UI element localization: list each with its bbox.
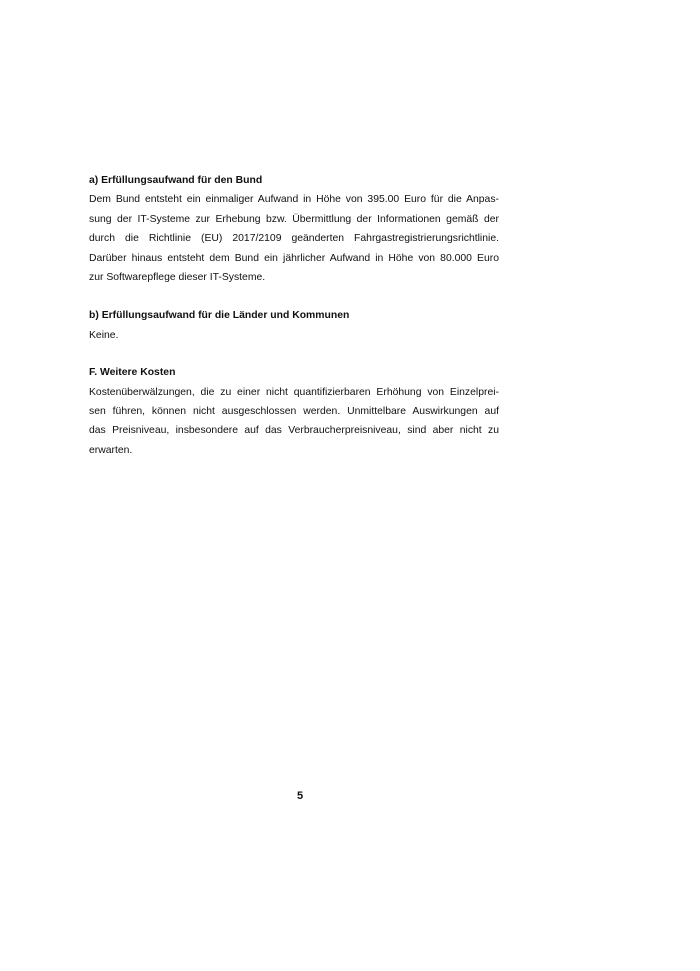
- section-heading: F. Weitere Kosten: [89, 367, 176, 379]
- paragraph-line: Keine.: [89, 329, 119, 341]
- section-weitere-kosten: [89, 363, 499, 460]
- section-gap: [89, 345, 499, 363]
- section-paragraph: [89, 383, 499, 461]
- section-paragraph: [89, 326, 499, 345]
- paragraph-line: das Preisniveau, insbesondere auf das Verbraucherpreisniveau, sind aber nicht zu: [89, 425, 499, 437]
- paragraph-line: Darüber hinaus entsteht dem Bund ein jährlicher Aufwand in Höhe von 80.000 Euro: [89, 252, 499, 264]
- paragraph-line: Kostenüberwälzungen, die zu einer nicht quantifizierbaren Erhöhung von Einzelprei-: [89, 386, 499, 398]
- section-heading: b) Erfüllungsaufwand für die Länder und Kommunen: [89, 310, 350, 322]
- section-gap: [89, 287, 499, 306]
- section-laender-kommunen: [89, 306, 499, 345]
- section-paragraph: [89, 190, 499, 287]
- paragraph-line: durch die Richtlinie (EU) 2017/2109 geänderten Fahrgastregistrierungsrichtlinie.: [89, 233, 499, 245]
- page-number: 5: [296, 790, 304, 802]
- paragraph-line: sen führen, können nicht ausgeschlossen werden. Unmittelbare Auswirkungen auf: [89, 406, 499, 418]
- paragraph-line: zur Softwarepflege dieser IT-Systeme.: [89, 272, 266, 284]
- section-heading: a) Erfüllungsaufwand für den Bund: [89, 175, 263, 186]
- paragraph-line: Dem Bund entsteht ein einmaliger Aufwand in Höhe von 395.00 Euro für die Anpas-: [89, 194, 499, 206]
- paragraph-line: erwarten.: [89, 444, 133, 456]
- document-body: [89, 171, 499, 460]
- section-bund: [89, 171, 499, 287]
- paragraph-line: sung der IT-Systeme zur Erhebung bzw. Übermittlung der Informationen gemäß der: [89, 213, 499, 225]
